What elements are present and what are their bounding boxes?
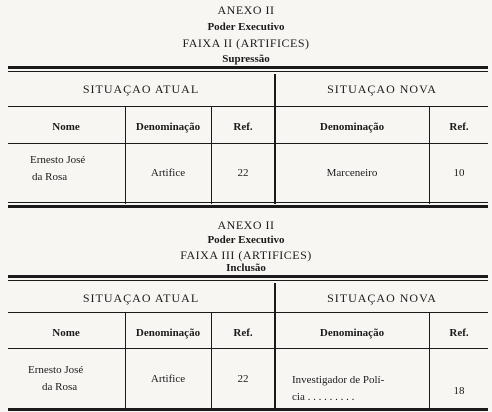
ref-current-cell: 22 [237, 167, 249, 179]
ref-new-cell: 18 [453, 385, 465, 397]
table-top-rule [8, 275, 488, 278]
col-denomination-new-header: Denominação [319, 121, 385, 133]
current-situation-heading: SITUAÇAO ATUAL [82, 291, 200, 305]
column-header-divider [8, 143, 488, 144]
col-name-header: Nome [52, 121, 80, 133]
col-ref-new-header: Ref. [449, 121, 469, 133]
col-denomination-current-header: Denominação [135, 327, 201, 339]
name-cell [28, 362, 126, 396]
column-line-1 [125, 313, 126, 409]
table-bottom-rule-inner [8, 202, 488, 203]
situation-divider-line [274, 283, 276, 409]
column-line-1 [125, 107, 126, 204]
denomination-current-cell: Artifice [150, 373, 186, 385]
header-divider [8, 106, 488, 107]
col-denomination-new-header: Denominação [319, 327, 385, 339]
column-header-divider [8, 348, 488, 349]
column-line-3 [429, 107, 430, 204]
col-name-header: Nome [52, 327, 80, 339]
table-supressao [8, 66, 488, 210]
name-line-1: Ernesto José [28, 364, 84, 376]
situation-divider-line [274, 74, 276, 204]
denomination-current-cell: Artifice [150, 167, 186, 179]
denomination-new-cell [292, 372, 428, 406]
ref-current-cell: 22 [237, 373, 249, 385]
table-inclusao [8, 275, 488, 412]
name-line-2: da Rosa [42, 381, 78, 393]
band-title-2: FAIXA III (ARTIFICES) [180, 248, 312, 262]
annex-title-1: ANEXO II [217, 3, 275, 17]
denomination-new-cell: Marceneiro [326, 167, 378, 179]
annex-title-2: ANEXO II [217, 218, 275, 232]
table-top-rule [8, 66, 488, 69]
column-line-2 [211, 313, 212, 409]
col-ref-new-header: Ref. [449, 327, 469, 339]
denomination-new-line-1: Investigador de Polí- [292, 374, 385, 386]
header-divider [8, 312, 488, 313]
name-line-1: Ernesto José [30, 154, 86, 166]
table-top-rule-inner [8, 71, 488, 72]
table-top-rule-inner [8, 280, 488, 281]
col-ref-current-header: Ref. [233, 121, 253, 133]
table-bottom-rule [8, 205, 488, 208]
name-line-2: da Rosa [32, 171, 68, 183]
power-subtitle-2: Poder Executivo [207, 234, 285, 246]
name-cell [30, 152, 126, 186]
new-situation-heading: SITUAÇAO NOVA [327, 82, 437, 96]
col-ref-current-header: Ref. [233, 327, 253, 339]
operation-label-2: Inclusão [226, 262, 266, 274]
current-situation-heading: SITUAÇAO ATUAL [82, 82, 200, 96]
ref-new-cell: 10 [453, 167, 465, 179]
operation-label-1: Supressão [222, 53, 270, 65]
denomination-new-line-2: cia . . . . . . . . . [292, 391, 355, 403]
col-denomination-current-header: Denominação [135, 121, 201, 133]
band-title-1: FAIXA II (ARTIFICES) [182, 36, 310, 50]
power-subtitle-1: Poder Executivo [207, 21, 285, 33]
column-line-2 [211, 107, 212, 204]
table-bottom-rule [8, 408, 488, 411]
new-situation-heading: SITUAÇAO NOVA [327, 291, 437, 305]
column-line-3 [429, 313, 430, 409]
